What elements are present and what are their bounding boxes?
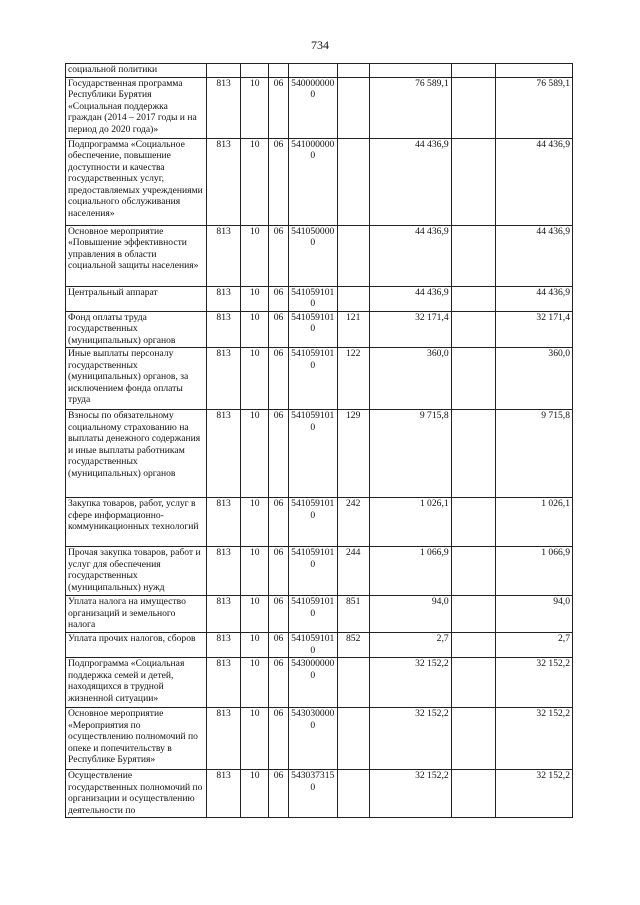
row-section: 10 bbox=[241, 658, 269, 708]
row-amount: 76 589,1 bbox=[369, 77, 451, 138]
row-section: 10 bbox=[241, 708, 269, 770]
table-row bbox=[66, 547, 573, 596]
row-target-code: 5410591010 bbox=[288, 410, 337, 498]
row-amount-total: 32 171,4 bbox=[496, 311, 573, 348]
row-cls-code: 813 bbox=[207, 498, 241, 547]
budget-table bbox=[65, 63, 573, 818]
row-blank-cell bbox=[451, 348, 496, 410]
row-expense-type bbox=[337, 658, 369, 708]
row-subsection: 06 bbox=[269, 77, 289, 138]
row-cls-code: 813 bbox=[207, 138, 241, 225]
row-subsection: 06 bbox=[269, 708, 289, 770]
row-target-code bbox=[288, 64, 337, 78]
row-amount: 44 436,9 bbox=[369, 138, 451, 225]
row-expense-type bbox=[337, 770, 369, 818]
row-subsection: 06 bbox=[269, 286, 289, 311]
row-name: Взносы по обязательному социальному страхованию на выплаты денежного содержания и иные выплаты работникам государственных (муниципальных) органов bbox=[66, 410, 207, 498]
row-target-code: 5430300000 bbox=[288, 708, 337, 770]
row-target-code: 5410591010 bbox=[288, 633, 337, 658]
row-subsection: 06 bbox=[269, 311, 289, 348]
row-section: 10 bbox=[241, 410, 269, 498]
table-row bbox=[66, 658, 573, 708]
row-amount-total: 32 152,2 bbox=[496, 658, 573, 708]
row-name: Осуществление государственных полномочий по организации и осуществлению деятельности по bbox=[66, 770, 207, 818]
row-amount: 2,7 bbox=[369, 633, 451, 658]
row-amount: 44 436,9 bbox=[369, 225, 451, 286]
row-amount-total: 32 152,2 bbox=[496, 708, 573, 770]
row-expense-type: 122 bbox=[337, 348, 369, 410]
row-target-code: 5410000000 bbox=[288, 138, 337, 225]
row-cls-code: 813 bbox=[207, 633, 241, 658]
row-subsection: 06 bbox=[269, 498, 289, 547]
row-name: Подпрограмма «Социальное обеспечение, повышение доступности и качества государственных услуг, предоставляемых учреждениями социального обслуживания населения» bbox=[66, 138, 207, 225]
row-cls-code: 813 bbox=[207, 311, 241, 348]
row-name: Прочая закупка товаров, работ и услуг для обеспечения государственных (муниципальных) нужд bbox=[66, 547, 207, 596]
row-target-code: 5410591010 bbox=[288, 596, 337, 633]
row-subsection: 06 bbox=[269, 596, 289, 633]
table-row bbox=[66, 138, 573, 225]
row-cls-code: 813 bbox=[207, 658, 241, 708]
row-target-code: 5410591010 bbox=[288, 311, 337, 348]
row-name: Подпрограмма «Социальная поддержка семей и детей, находящихся в трудной жизненной ситуации» bbox=[66, 658, 207, 708]
row-subsection: 06 bbox=[269, 348, 289, 410]
table-row bbox=[66, 596, 573, 633]
row-amount: 44 436,9 bbox=[369, 286, 451, 311]
row-cls-code: 813 bbox=[207, 286, 241, 311]
row-expense-type bbox=[337, 708, 369, 770]
row-subsection: 06 bbox=[269, 633, 289, 658]
row-amount: 94,0 bbox=[369, 596, 451, 633]
row-section: 10 bbox=[241, 286, 269, 311]
row-expense-type bbox=[337, 225, 369, 286]
row-amount-total: 94,0 bbox=[496, 596, 573, 633]
row-section: 10 bbox=[241, 348, 269, 410]
row-amount: 1 066,9 bbox=[369, 547, 451, 596]
row-blank-cell bbox=[451, 410, 496, 498]
row-amount bbox=[369, 64, 451, 78]
table-row bbox=[66, 770, 573, 818]
row-amount-total: 360,0 bbox=[496, 348, 573, 410]
budget-table-body bbox=[66, 64, 573, 818]
row-section: 10 bbox=[241, 311, 269, 348]
table-row bbox=[66, 225, 573, 286]
row-blank-cell bbox=[451, 138, 496, 225]
row-section: 10 bbox=[241, 225, 269, 286]
row-target-code: 5400000000 bbox=[288, 77, 337, 138]
row-amount: 32 171,4 bbox=[369, 311, 451, 348]
row-section: 10 bbox=[241, 633, 269, 658]
row-amount-total: 2,7 bbox=[496, 633, 573, 658]
row-name: Центральный аппарат bbox=[66, 286, 207, 311]
table-row bbox=[66, 348, 573, 410]
row-name: Основное мероприятие «Повышение эффективности управления в области социальной защиты населения» bbox=[66, 225, 207, 286]
row-target-code: 5410591010 bbox=[288, 547, 337, 596]
row-expense-type: 852 bbox=[337, 633, 369, 658]
row-target-code: 5410591010 bbox=[288, 348, 337, 410]
table-row bbox=[66, 311, 573, 348]
row-expense-type: 244 bbox=[337, 547, 369, 596]
row-blank-cell bbox=[451, 596, 496, 633]
table-row bbox=[66, 633, 573, 658]
row-cls-code: 813 bbox=[207, 596, 241, 633]
row-section: 10 bbox=[241, 770, 269, 818]
row-expense-type: 129 bbox=[337, 410, 369, 498]
table-row bbox=[66, 286, 573, 311]
row-expense-type: 121 bbox=[337, 311, 369, 348]
row-cls-code: 813 bbox=[207, 348, 241, 410]
row-name: Государственная программа Республики Бурятия «Социальная поддержка граждан (2014 – 2017 годы и на период до 2020 года)» bbox=[66, 77, 207, 138]
row-amount-total: 44 436,9 bbox=[496, 286, 573, 311]
row-blank-cell bbox=[451, 633, 496, 658]
row-target-code: 5410500000 bbox=[288, 225, 337, 286]
row-subsection: 06 bbox=[269, 138, 289, 225]
row-section: 10 bbox=[241, 547, 269, 596]
table-row bbox=[66, 498, 573, 547]
row-amount: 32 152,2 bbox=[369, 708, 451, 770]
table-row bbox=[66, 410, 573, 498]
row-blank-cell bbox=[451, 77, 496, 138]
row-expense-type bbox=[337, 286, 369, 311]
row-subsection bbox=[269, 64, 289, 78]
row-subsection: 06 bbox=[269, 547, 289, 596]
row-expense-type bbox=[337, 64, 369, 78]
row-amount: 1 026,1 bbox=[369, 498, 451, 547]
row-cls-code: 813 bbox=[207, 770, 241, 818]
row-section bbox=[241, 64, 269, 78]
row-cls-code: 813 bbox=[207, 708, 241, 770]
row-amount: 9 715,8 bbox=[369, 410, 451, 498]
row-amount-total: 9 715,8 bbox=[496, 410, 573, 498]
row-name: Иные выплаты персоналу государственных (муниципальных) органов, за исключением фонда оплаты труда bbox=[66, 348, 207, 410]
row-amount-total: 44 436,9 bbox=[496, 138, 573, 225]
row-subsection: 06 bbox=[269, 770, 289, 818]
row-target-code: 5430000000 bbox=[288, 658, 337, 708]
row-name: социальной политики bbox=[66, 64, 207, 78]
row-cls-code: 813 bbox=[207, 410, 241, 498]
row-target-code: 5430373150 bbox=[288, 770, 337, 818]
row-blank-cell bbox=[451, 64, 496, 78]
row-amount-total: 1 066,9 bbox=[496, 547, 573, 596]
row-section: 10 bbox=[241, 596, 269, 633]
row-amount: 32 152,2 bbox=[369, 658, 451, 708]
row-amount-total: 1 026,1 bbox=[496, 498, 573, 547]
row-subsection: 06 bbox=[269, 658, 289, 708]
row-expense-type: 851 bbox=[337, 596, 369, 633]
row-expense-type bbox=[337, 138, 369, 225]
row-name: Уплата прочих налогов, сборов bbox=[66, 633, 207, 658]
row-blank-cell bbox=[451, 225, 496, 286]
row-subsection: 06 bbox=[269, 225, 289, 286]
row-cls-code: 813 bbox=[207, 77, 241, 138]
row-blank-cell bbox=[451, 547, 496, 596]
row-target-code: 5410591010 bbox=[288, 286, 337, 311]
row-blank-cell bbox=[451, 311, 496, 348]
row-cls-code: 813 bbox=[207, 225, 241, 286]
row-amount-total: 32 152,2 bbox=[496, 770, 573, 818]
row-cls-code: 813 bbox=[207, 547, 241, 596]
row-name: Основное мероприятие «Мероприятия по осуществлению полномочий по опеке и попечительству в Республике Бурятия» bbox=[66, 708, 207, 770]
row-name: Фонд оплаты труда государственных (муниципальных) органов bbox=[66, 311, 207, 348]
row-section: 10 bbox=[241, 77, 269, 138]
row-amount: 360,0 bbox=[369, 348, 451, 410]
row-target-code: 5410591010 bbox=[288, 498, 337, 547]
row-cls-code bbox=[207, 64, 241, 78]
table-row bbox=[66, 708, 573, 770]
row-name: Уплата налога на имущество организаций и земельного налога bbox=[66, 596, 207, 633]
table-row bbox=[66, 77, 573, 138]
row-blank-cell bbox=[451, 708, 496, 770]
page-number: 734 bbox=[311, 38, 329, 52]
row-name: Закупка товаров, работ, услуг в сфере информационно-коммуникационных технологий bbox=[66, 498, 207, 547]
row-section: 10 bbox=[241, 498, 269, 547]
row-blank-cell bbox=[451, 286, 496, 311]
row-blank-cell bbox=[451, 498, 496, 547]
row-amount: 32 152,2 bbox=[369, 770, 451, 818]
row-blank-cell bbox=[451, 658, 496, 708]
row-section: 10 bbox=[241, 138, 269, 225]
table-row bbox=[66, 64, 573, 78]
row-amount-total bbox=[496, 64, 573, 78]
row-expense-type bbox=[337, 77, 369, 138]
row-subsection: 06 bbox=[269, 410, 289, 498]
row-amount-total: 76 589,1 bbox=[496, 77, 573, 138]
row-expense-type: 242 bbox=[337, 498, 369, 547]
row-blank-cell bbox=[451, 770, 496, 818]
row-amount-total: 44 436,9 bbox=[496, 225, 573, 286]
